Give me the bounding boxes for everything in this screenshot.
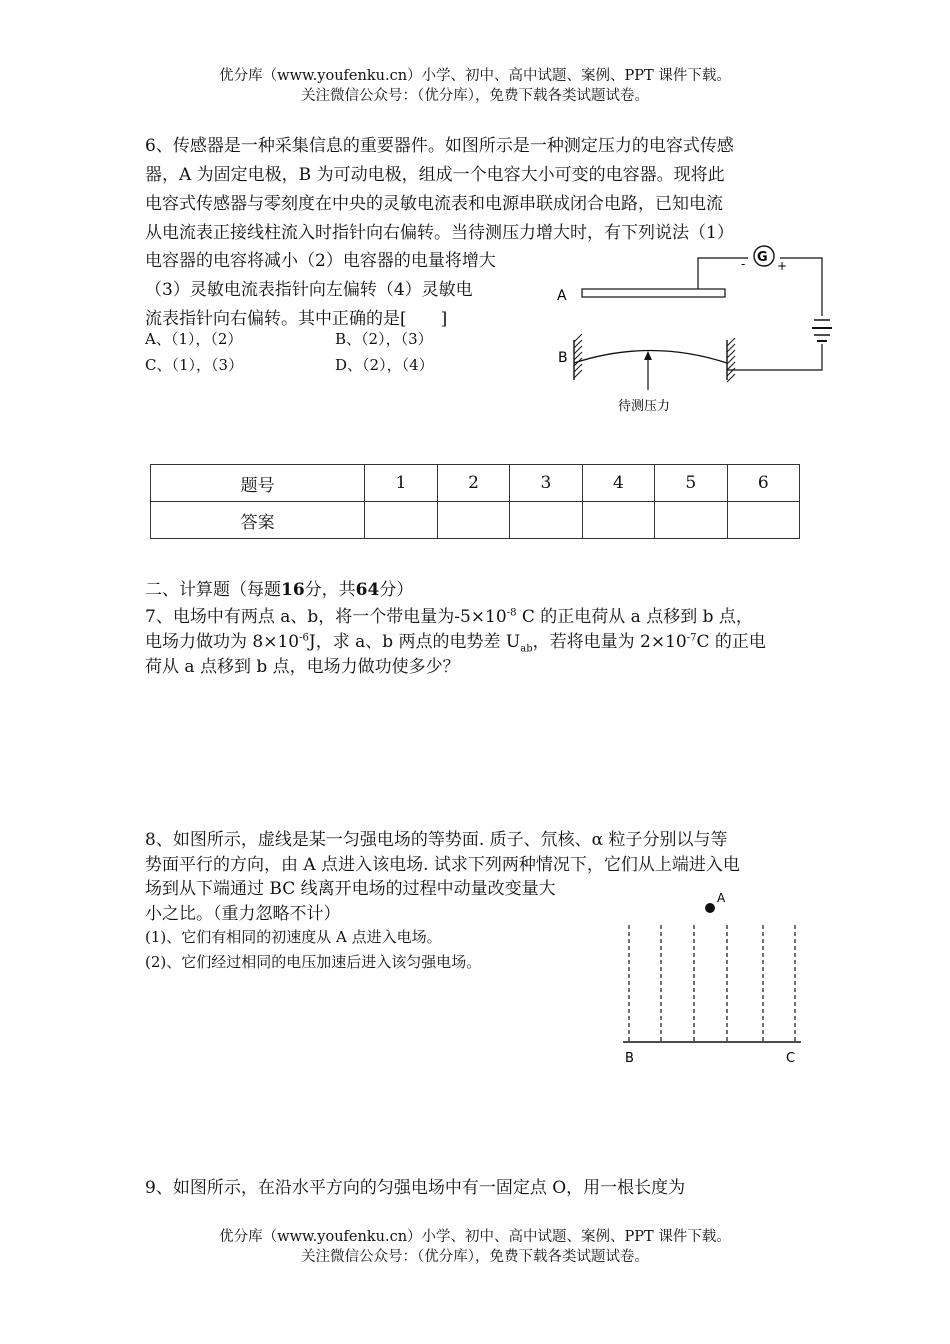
table-cell: 3: [510, 465, 582, 502]
table-cell: 6: [727, 465, 799, 502]
label-a: A: [717, 891, 726, 905]
table-cell: 5: [655, 465, 727, 502]
answer-cell[interactable]: [510, 502, 582, 539]
plate-a: [582, 289, 725, 297]
q6-line-5: 电容器的电容将减小（2）电容器的电量将增大: [145, 251, 496, 271]
table-row: [151, 465, 800, 502]
footer-line-2: 关注微信公众号：（优分库），免费下载各类试题试卷。: [301, 1249, 649, 1265]
q9-line-1: 9、如图所示，在沿水平方向的匀强电场中有一固定点 O，用一根长度为: [145, 1178, 686, 1198]
answer-cell[interactable]: [727, 502, 799, 539]
label-a: A: [557, 288, 567, 304]
q6-option-a: A、（1），（2）: [145, 330, 243, 348]
q7-line-3: 荷从 a 点移到 b 点，电场力做功使多少？: [145, 657, 460, 677]
header-line-1: 优分库（www.youfenku.cn）小学、初中、高中试题、案例、PPT 课件下载。: [219, 68, 731, 84]
q6-line-6: （3）灵敏电流表指针向左偏转（4）灵敏电: [145, 280, 473, 300]
label-c: C: [786, 1051, 796, 1066]
point-a-icon: [705, 903, 715, 913]
meter-label: G: [757, 250, 768, 265]
q6-line-4: 从电流表正接线柱流入时指针向右偏转。当待测压力增大时，有下列说法（1）: [145, 223, 734, 243]
q8-line-6: (2)、它们经过相同的电压加速后进入该匀强电场。: [145, 953, 482, 971]
pressure-caption: 待测压力: [618, 399, 671, 414]
q8-line-1: 8、如图所示，虚线是某一匀强电场的等势面. 质子、氘核、α 粒子分别以与等: [145, 830, 728, 850]
meter-plus: +: [777, 259, 788, 273]
q8-line-5: (1)、它们有相同的初速度从 A 点进入电场。: [145, 928, 442, 946]
answer-cell[interactable]: [655, 502, 727, 539]
table-cell: 答案: [151, 502, 365, 539]
battery-icon: [812, 320, 832, 341]
q8-line-3: 场到从下端通过 BC 线离开电场的过程中动量改变量大: [145, 879, 556, 899]
equipotential-figure: [615, 885, 815, 1070]
q7-line-2: 电场力做功为 $8\times 10^{-6}J$，求 a、b 两点的电势差 $U_{ab}$，若将电量为 $2\times 10^{-7}C$ 的正电: [145, 632, 766, 655]
meter-minus: -: [741, 257, 746, 271]
answer-cell[interactable]: [365, 502, 437, 539]
footer-line-1: 优分库（www.youfenku.cn）小学、初中、高中试题、案例、PPT 课件下载。: [219, 1229, 731, 1245]
header-line-2: 关注微信公众号：（优分库），免费下载各类试题试卷。: [301, 88, 649, 104]
answer-cell[interactable]: [582, 502, 654, 539]
q6-line-3: 电容式传感器与零刻度在中央的灵敏电流表和电源串联成闭合电路，已知电流: [145, 194, 723, 214]
q8-line-2: 势面平行的方向，由 A 点进入该电场. 试求下列两种情况下，它们从上端进入电: [145, 855, 740, 875]
q6-option-c: C、（1），（3）: [145, 356, 244, 374]
table-cell: 2: [437, 465, 509, 502]
q6-line-2: 器，A 为固定电极，B 为可动电极，组成一个电容大小可变的电容器。现将此: [145, 165, 725, 185]
q6-line-7: 流表指针向右偏转。其中正确的是[ ]: [145, 309, 448, 329]
q6-option-d: D、（2），（4）: [335, 356, 434, 374]
section-2-title: 二、计算题（每题16分，共64分）: [145, 580, 414, 600]
label-b: B: [558, 350, 568, 366]
table-cell: 4: [582, 465, 654, 502]
q8-line-4: 小之比。（重力忽略不计）: [145, 904, 341, 924]
q6-option-b: B、（2），（3）: [335, 330, 433, 348]
label-b: B: [625, 1051, 634, 1066]
answer-cell[interactable]: [437, 502, 509, 539]
table-row: [151, 502, 800, 539]
q6-line-1: 6、传感器是一种采集信息的重要器件。如图所示是一种测定压力的电容式传感: [145, 136, 734, 156]
table-cell: 题号: [151, 465, 365, 502]
q7-line-1: 7、电场中有两点 a、b，将一个带电量为$-5\times 10^{-8}$ C 的正电荷从 a 点移到 b 点，: [145, 607, 753, 627]
capacitor-sensor-figure: [550, 238, 850, 423]
table-cell: 1: [365, 465, 437, 502]
answer-table: [150, 464, 800, 539]
